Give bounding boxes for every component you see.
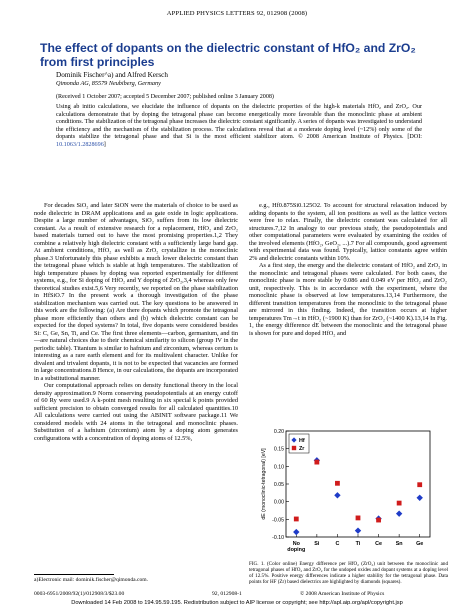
legend-label: Zr [299,446,305,452]
zr-data-point [376,518,381,523]
y-tick-label: 0.05 [273,482,284,488]
y-axis-label: dE (monoclinic-tetragonal) [eV] [261,448,267,520]
footer-issn: 0003-6951/2008/92(1)/012908/3/$23.00 [34,591,125,597]
y-tick-label: 0.10 [273,464,284,471]
zr-data-point [356,516,361,521]
y-tick-label: -0.05 [272,517,284,524]
left-paragraph-1: For decades SiO₂ and later SiON were the materials of choice to be used as node dielectric in DRAM applications and as gate oxide in logic applications. Despite a large number of advantages, SiO₂ suffers from its low dielectric constant. As a result of extensive research for a replacement, HfO₂ and ZrO₂ based materials turned out to have the most promising properties.1,2 They combine a relatively high dielectric constant with a sufficiently large band gap. At ambient conditions, HfO₂ as well as ZrO₂ crystallize in the monoclinic phase.3 Unfortunately this phase exhibits a much lower dielectric constant than the tetragonal phase which is stable at high temperatures. The stabilization of high temperature phases by doping was reported experimentally for different systems, e.g., for Si doping of HfO₂ and Y doping of ZrO₂,3,4 whereas only few theoretical studies exist.5,6 Very recently, we reported on the phase stabilization in HfSiO.7 In the present work a thorough investigation of the phase stabilization mechanism was carried out. The key questions to be answered in this work are the following: (a) Are there dopants which promote the tetragonal phase more efficiently than others and (b) which dielectric constant can be expected for the doped systems? In total, five dopants were considered besides Si: C, Ge, Sn, Ti, and Ce. The first three elements—carbon, germanium, and tin—are natural choices due to their chemical similarity to silicon (group IV in the periodic table). Titanium is similar to hafnium and zirconium, whereas cerium is interesting as a rare earth element and for its multivalent character. Unlike for divalent and trivalent dopants, it is not to be expected that vacancies are formed in large concentrations.8 Hence, in our calculations, the dopants are incorporated in a substitutional manner. [34,202,238,382]
x-tick-label: Ti [355,541,361,547]
chart-svg [258,425,436,561]
doi-prefix: [DOI: [407,134,422,141]
footnote-divider [34,574,114,575]
y-tick-label: 0.00 [273,499,284,506]
hf-data-point [293,529,299,535]
y-tick-label: 0.15 [273,446,284,453]
zr-data-point [314,460,319,465]
x-tick-label: No [292,541,300,547]
zr-data-point [397,501,402,506]
zr-data-point [417,482,422,487]
y-tick-label: 0.20 [273,429,284,435]
zr-data-point [335,481,340,486]
doi-suffix: ] [103,141,106,148]
abstract [56,104,422,149]
legend-zr-marker [292,446,296,450]
left-paragraph-2: Our computational approach relies on density functional theory in the local density approximation.9 Norm conserving pseudopotentials at an energy cutoff of 60 Ry were used.9 A k-point mesh resulting in six special k points provided sufficient precision to obtain converged results for all calculated quantities.10 All calculations were carried out using the ABINIT software package.11 We considered models with 24 atoms in the tetragonal and monoclinic phases. Substitution of a hafnium (zirconium) atom by a doping atom generates configurations with a concentration of doping atoms of 12.5%, [34,382,238,442]
hf-data-point [355,527,361,533]
x-tick-label: Ce [375,541,383,547]
paper-title: The effect of dopants on the dielectric constant of HfO₂ and ZrO₂ from first principles [40,41,416,69]
hf-data-point [417,495,423,501]
authors: Dominik Fischer^a) and Alfred Kersch [56,71,168,79]
download-notice: Downloaded 14 Feb 2008 to 194.95.59.195. Redistribution subject to AIP license or copyright; see http://apl.aip.org/apl/copyright.jsp [71,600,403,606]
footnote: a)Electronic mail: dominik.fischer@qimonda.com. [34,577,149,583]
x-tick-label: C [335,541,340,547]
footer-copyright: © 2008 American Institute of Physics [300,591,385,597]
affiliation: Qimonda AG, 85579 Neubiberg, Germany [56,80,161,87]
right-paragraph-2: As a first step, the energy and the dielectric constant of HfO₂ and ZrO₂ in the monoclinic and tetragonal phases were calculated. For both cases, the monoclinic phase is more stable by 0.086 and 0.049 eV per HfO₂ and ZrO₂ unit, respectively. This is in accordance with the experiment, where the monoclinic phase is observed at low temperatures.13,14 Furthermore, the different transition temperatures from the monoclinic to the tetragonal phase are mirrored in this finding. Indeed, the transition occurs at higher temperatures Tm→t in HfO₂ (~1900 K) than for ZrO₂ (~1400 K).13,14 In Fig. 1, the energy difference dE between the monoclinic and the tetragonal phase is shown for pure and doped HfO₂ and [249,262,447,337]
doi-link[interactable]: 10.1063/1.2828696 [56,141,104,148]
x-tick-label: Si [314,541,320,547]
x-tick-label: Ge [416,541,424,547]
footer-page: 92, 012908-1 [212,591,242,597]
left-column [34,202,238,442]
legend-label: Hf [299,438,305,444]
zr-data-point [294,517,299,522]
right-paragraph-1: e.g., Hf0.875Si0.125O2. To account for structural relaxation induced by adding dopants to the system, all ion positions as well as the lattice vectors were free to relax. Finally, the dielectric constant was calculated for all structures.7,12 In analogy to our previous study, the pseudopotentials and other computational parameters were evaluated by examining the oxides of the involved elements (HfO₂, GeO₂, ...).7 For all compounds, good agreement with experimental data was found. Typically, lattice constants agree within 2% and dielectric constants within 10%. [249,202,447,262]
abstract-text: Using ab initio calculations, we elucidate the influence of dopants on the dielectric properties of the high-k materials HfO₂ and ZrO₂. Our calculations demonstrate that by doping the tetragonal phase can become energetically more favorable than the monoclinic phase at ambient conditions. The stabilization of the tetragonal phase increases the dielectric constant significantly. A series of dopants was investigated to understand the efficiency and the mechanism of the stabilization process. The calculations reveal that at a moderate doping level (~12%) only some of the dopants stabilize the tetragonal phase and that Si is the most efficient stabilizer atom. © 2008 American Institute of Physics. [56,104,422,141]
x-tick-label: Sn [395,541,403,547]
journal-header: APPLIED PHYSICS LETTERS 92, 012908 (2008) [166,10,308,17]
hf-data-point [396,510,402,516]
figure-caption: FIG. 1. (Color online) Energy difference per HfO₂ (ZrO₂) unit between the monoclinic and tetragonal phases of HfO₂ and ZrO₂ for the undoped oxides and dopant systems at a doping level of 12.5%. Positive energy differences indicate a higher stability for the tetragonal phase. Data points for HF (Zr) based dielectrics are highlighted by diamonds (squares). [249,561,448,586]
x-tick-label: doping [287,547,306,553]
received-dates: (Received 1 October 2007; accepted 5 December 2007; published online 3 January 2008) [56,94,274,100]
hf-data-point [334,492,340,498]
right-column [249,202,447,337]
figure-1-chart [258,425,436,561]
y-tick-label: -0.10 [272,535,284,541]
